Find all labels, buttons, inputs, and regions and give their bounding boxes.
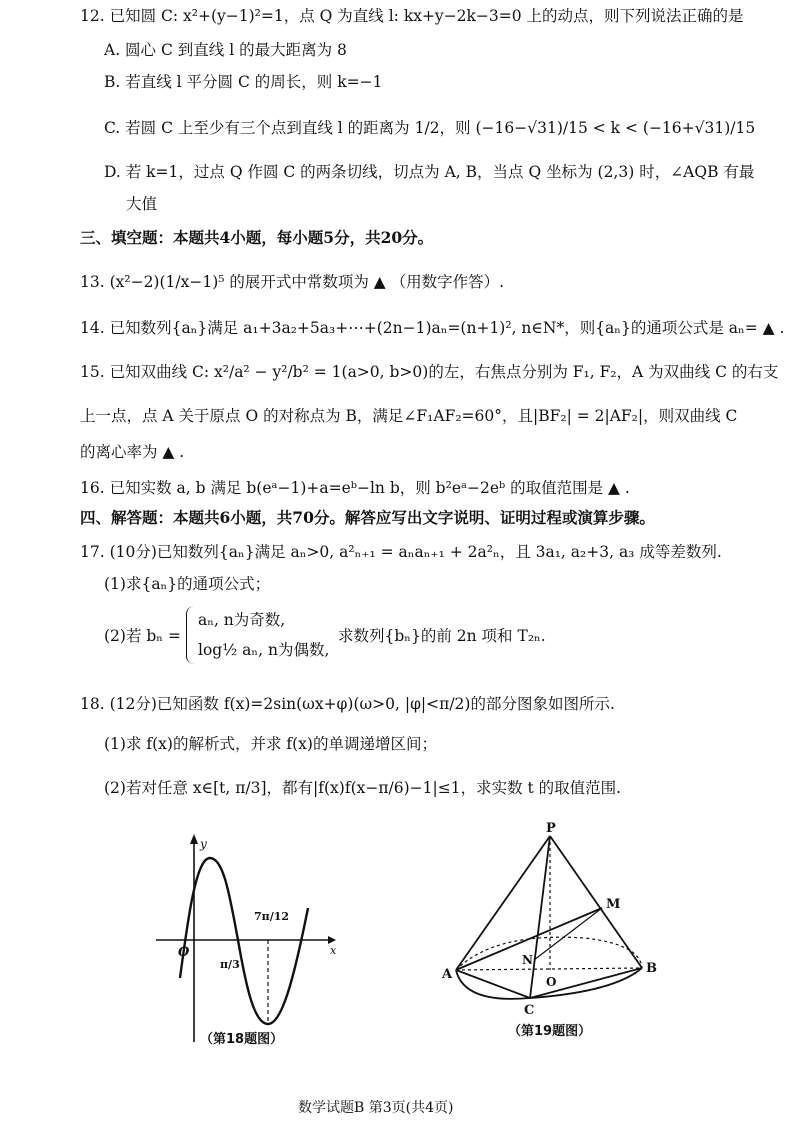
- fig19-label-b: B: [646, 961, 657, 976]
- fig18-origin-label: O: [178, 945, 190, 960]
- fig18-tick-7pi12: 7π/12: [254, 910, 290, 923]
- q15-line1: 15. 已知双曲线 C: x²/a² − y²/b² = 1(a>0, b>0)的左，右焦点分别为 F₁, F₂，A 为双曲线 C 的右支: [80, 363, 779, 381]
- fig19-edge-pb: [550, 836, 642, 968]
- q17-brace: [186, 606, 195, 664]
- q13: 13. (x²−2)(1/x−1)⁵ 的展开式中常数项为 ▲ （用数字作答）.: [80, 273, 505, 291]
- page-footer: 数学试题B 第3页(共4页): [298, 1100, 454, 1116]
- q17-part2-lead: (2)若 bₙ =: [104, 627, 181, 645]
- q18-part1: (1)求 f(x)的解析式，并求 f(x)的单调递增区间；: [104, 735, 437, 753]
- fig18-y-label: y: [200, 837, 207, 851]
- q17-case-odd: aₙ, n为奇数,: [198, 611, 286, 629]
- q12-option-c: C. 若圆 C 上至少有三个点到直线 l 的距离为 1/2，则 (−16−√31)/15 < k < (−16+√31)/15: [104, 119, 756, 137]
- fig19-base-back: [456, 937, 642, 970]
- fig18-x-label: x: [330, 944, 337, 957]
- fig19-label-o: O: [546, 975, 557, 989]
- fig18-sine-curve: [180, 858, 308, 1024]
- figure-18: [150, 828, 350, 1048]
- fig18-x-arrow-icon: [328, 936, 336, 944]
- fig18-caption: （第18题图）: [200, 1032, 284, 1047]
- q15-line3: 的离心率为 ▲ .: [80, 443, 185, 461]
- q12-option-a: A. 圆心 C 到直线 l 的最大距离为 8: [104, 41, 347, 59]
- q12-option-b: B. 若直线 l 平分圆 C 的周长，则 k=−1: [104, 73, 383, 91]
- q18-stem: 18. (12分)已知函数 f(x)=2sin(ωx+φ)(ω>0, |φ|<π/2)的部分图象如图所示.: [80, 695, 615, 713]
- fig19-caption: （第19题图）: [508, 1024, 592, 1039]
- fig19-label-n: N: [522, 953, 533, 967]
- fig19-diameter-ab: [456, 968, 642, 970]
- fig19-label-p: P: [546, 821, 556, 836]
- figure-19: [434, 820, 664, 1046]
- q12-option-d-line2: 大值: [126, 195, 158, 213]
- fig19-label-m: M: [606, 897, 621, 912]
- q16: 16. 已知实数 a, b 满足 b(eᵃ−1)+a=eᵇ−ln b，则 b²eᵃ−2eᵇ 的取值范围是 ▲ .: [80, 479, 630, 497]
- fig19-segment-ca: [456, 970, 530, 998]
- fig18-y-arrow-icon: [190, 834, 198, 844]
- q12-stem: 12. 已知圆 C: x²+(y−1)²=1，点 Q 为直线 l: kx+y−2k−3=0 上的动点，则下列说法正确的是: [80, 7, 744, 25]
- q12-option-d-line1: D. 若 k=1，过点 Q 作圆 C 的两条切线，切点为 A, B，当点 Q 坐标为 (2,3) 时，∠AQB 有最: [104, 163, 755, 181]
- fig19-segment-nm: [534, 908, 602, 960]
- q17-part2-tail: 求数列{bₙ}的前 2n 项和 T₂ₙ.: [338, 627, 546, 645]
- q15-line2: 上一点，点 A 关于原点 O 的对称点为 B，满足∠F₁AF₂=60°，且|BF₂| = 2|AF₂|，则双曲线 C: [80, 407, 738, 425]
- q17-stem: 17. (10分)已知数列{aₙ}满足 aₙ>0, a²ₙ₊₁ = aₙaₙ₊₁ + 2a²ₙ，且 3a₁, a₂+3, a₃ 成等差数列.: [80, 543, 722, 561]
- q14: 14. 已知数列{aₙ}满足 a₁+3a₂+5a₃+⋯+(2n−1)aₙ=(n+1)², n∈N*，则{aₙ}的通项公式是 aₙ= ▲ .: [80, 319, 785, 337]
- q17-case-even: log½ aₙ, n为偶数,: [198, 641, 330, 659]
- section-4-heading: 四、解答题：本题共6小题，共70分。解答应写出文字说明、证明过程或演算步骤。: [80, 508, 655, 527]
- q18-part2: (2)若对任意 x∈[t, π/3]，都有|f(x)f(x−π/6)−1|≤1，求实数 t 的取值范围.: [104, 779, 622, 797]
- section-3-heading: 三、填空题：本题共4小题，每小题5分，共20分。: [80, 228, 434, 247]
- q17-part1: (1)求{aₙ}的通项公式；: [104, 575, 271, 593]
- fig18-tick-pi3: π/3: [220, 958, 240, 971]
- fig19-label-a: A: [442, 967, 453, 982]
- fig19-label-c: C: [524, 1003, 535, 1018]
